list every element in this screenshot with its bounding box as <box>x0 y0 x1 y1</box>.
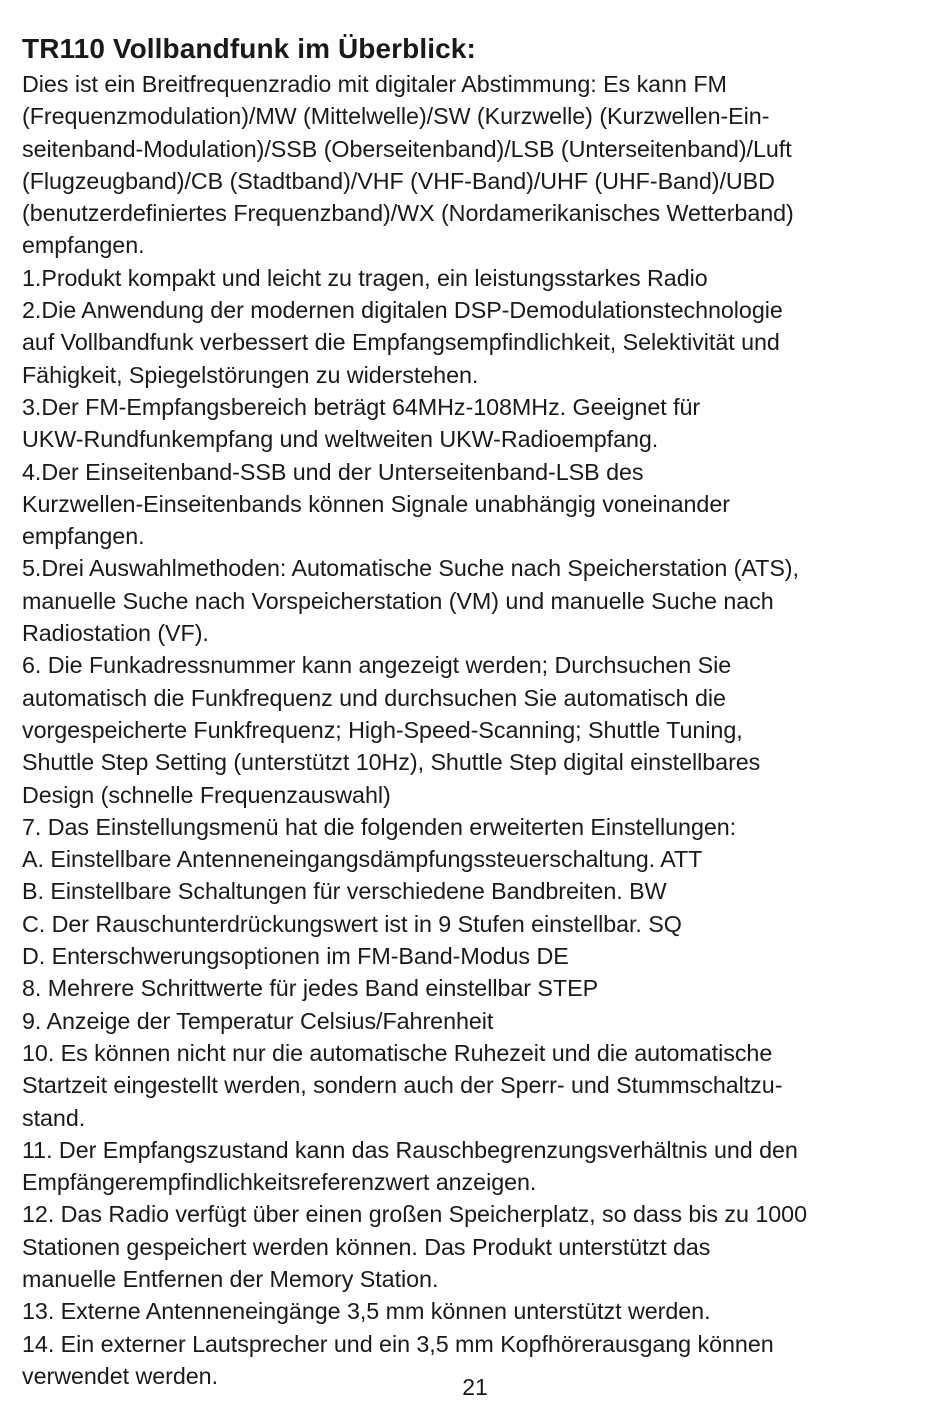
text-line: vorgespeicherte Funkfrequenz; High-Speed-Scanning; Shuttle Tuning, <box>22 716 743 743</box>
text-line: 7. Das Einstellungsmenü hat die folgenden erweiterten Einstellungen: <box>22 813 737 840</box>
text-line: 14. Ein externer Lautsprecher und ein 3,5 mm Kopfhörerausgang können <box>22 1330 774 1357</box>
text-line: empfangen. <box>22 232 145 259</box>
text-line: C. Der Rauschunterdrückungswert ist in 9 Stufen einstellbar. SQ <box>22 910 682 937</box>
text-line: empfangen. <box>22 523 145 550</box>
document-page <box>22 30 922 1392</box>
text-line: seitenband-Modulation)/SSB (Oberseitenband)/LSB (Unterseitenband)/Luft <box>22 135 792 162</box>
text-line: (Flugzeugband)/CB (Stadtband)/VHF (VHF-Band)/UHF (UHF-Band)/UBD <box>22 167 775 194</box>
text-line: UKW-Rundfunkempfang und weltweiten UKW-Radioempfang. <box>22 426 659 453</box>
page-title: TR110 Vollbandfunk im Überblick: <box>22 33 476 64</box>
text-line: 11. Der Empfangszustand kann das Rauschbegrenzungsverhältnis und den <box>22 1136 798 1163</box>
page-number: 21 <box>462 1374 488 1400</box>
text-line: 9. Anzeige der Temperatur Celsius/Fahrenheit <box>22 1007 494 1034</box>
text-line: Kurzwellen-Einseitenbands können Signale unabhängig voneinander <box>22 490 730 517</box>
text-line: Startzeit eingestellt werden, sondern auch der Sperr- und Stummschaltzu- <box>22 1072 783 1099</box>
text-line: Empfängerempfindlichkeitsreferenzwert anzeigen. <box>22 1169 537 1196</box>
text-line: Fähigkeit, Spiegelstörungen zu widerstehen. <box>22 361 479 388</box>
body-text <box>22 68 922 1392</box>
text-line: 1.Produkt kompakt und leicht zu tragen, ein leistungsstarkes Radio <box>22 264 708 291</box>
text-line: auf Vollbandfunk verbessert die Empfangsempfindlichkeit, Selektivität und <box>22 329 780 356</box>
text-line: 5.Drei Auswahlmethoden: Automatische Suche nach Speicherstation (ATS), <box>22 555 799 582</box>
text-line: (Frequenzmodulation)/MW (Mittelwelle)/SW (Kurzwelle) (Kurzwellen-Ein- <box>22 103 770 130</box>
text-line: Design (schnelle Frequenzauswahl) <box>22 781 391 808</box>
text-line: stand. <box>22 1104 86 1131</box>
text-line: 10. Es können nicht nur die automatische Ruhezeit und die automatische <box>22 1039 773 1066</box>
text-line: B. Einstellbare Schaltungen für verschiedene Bandbreiten. BW <box>22 878 667 905</box>
text-line: D. Enterschwerungsoptionen im FM-Band-Modus DE <box>22 943 569 970</box>
text-line: 8. Mehrere Schrittwerte für jedes Band einstellbar STEP <box>22 975 599 1002</box>
text-line: (benutzerdefiniertes Frequenzband)/WX (Nordamerikanisches Wetterband) <box>22 200 794 227</box>
text-line: 4.Der Einseitenband-SSB und der Unterseitenband-LSB des <box>22 458 644 485</box>
text-line: automatisch die Funkfrequenz und durchsuchen Sie automatisch die <box>22 684 726 711</box>
text-line: Shuttle Step Setting (unterstützt 10Hz), Shuttle Step digital einstellbares <box>22 749 761 776</box>
text-line: 3.Der FM-Empfangsbereich beträgt 64MHz-108MHz. Geeignet für <box>22 393 701 420</box>
text-line: A. Einstellbare Antenneneingangsdämpfungssteuerschaltung. ATT <box>22 846 703 873</box>
text-line: manuelle Suche nach Vorspeicherstation (VM) und manuelle Suche nach <box>22 587 774 614</box>
text-line: 13. Externe Antenneneingänge 3,5 mm können unterstützt werden. <box>22 1298 711 1325</box>
text-line: manuelle Entfernen der Memory Station. <box>22 1265 439 1292</box>
text-line: Stationen gespeichert werden können. Das Produkt unterstützt das <box>22 1233 711 1260</box>
text-line: 6. Die Funkadressnummer kann angezeigt werden; Durchsuchen Sie <box>22 652 732 679</box>
text-line: verwendet werden. <box>22 1362 218 1389</box>
text-line: 12. Das Radio verfügt über einen großen Speicherplatz, so dass bis zu 1000 <box>22 1201 807 1228</box>
text-line: Dies ist ein Breitfrequenzradio mit digitaler Abstimmung: Es kann FM <box>22 71 727 97</box>
text-line: 2.Die Anwendung der modernen digitalen DSP-Demodulationstechnologie <box>22 297 783 324</box>
text-line: Radiostation (VF). <box>22 620 209 647</box>
